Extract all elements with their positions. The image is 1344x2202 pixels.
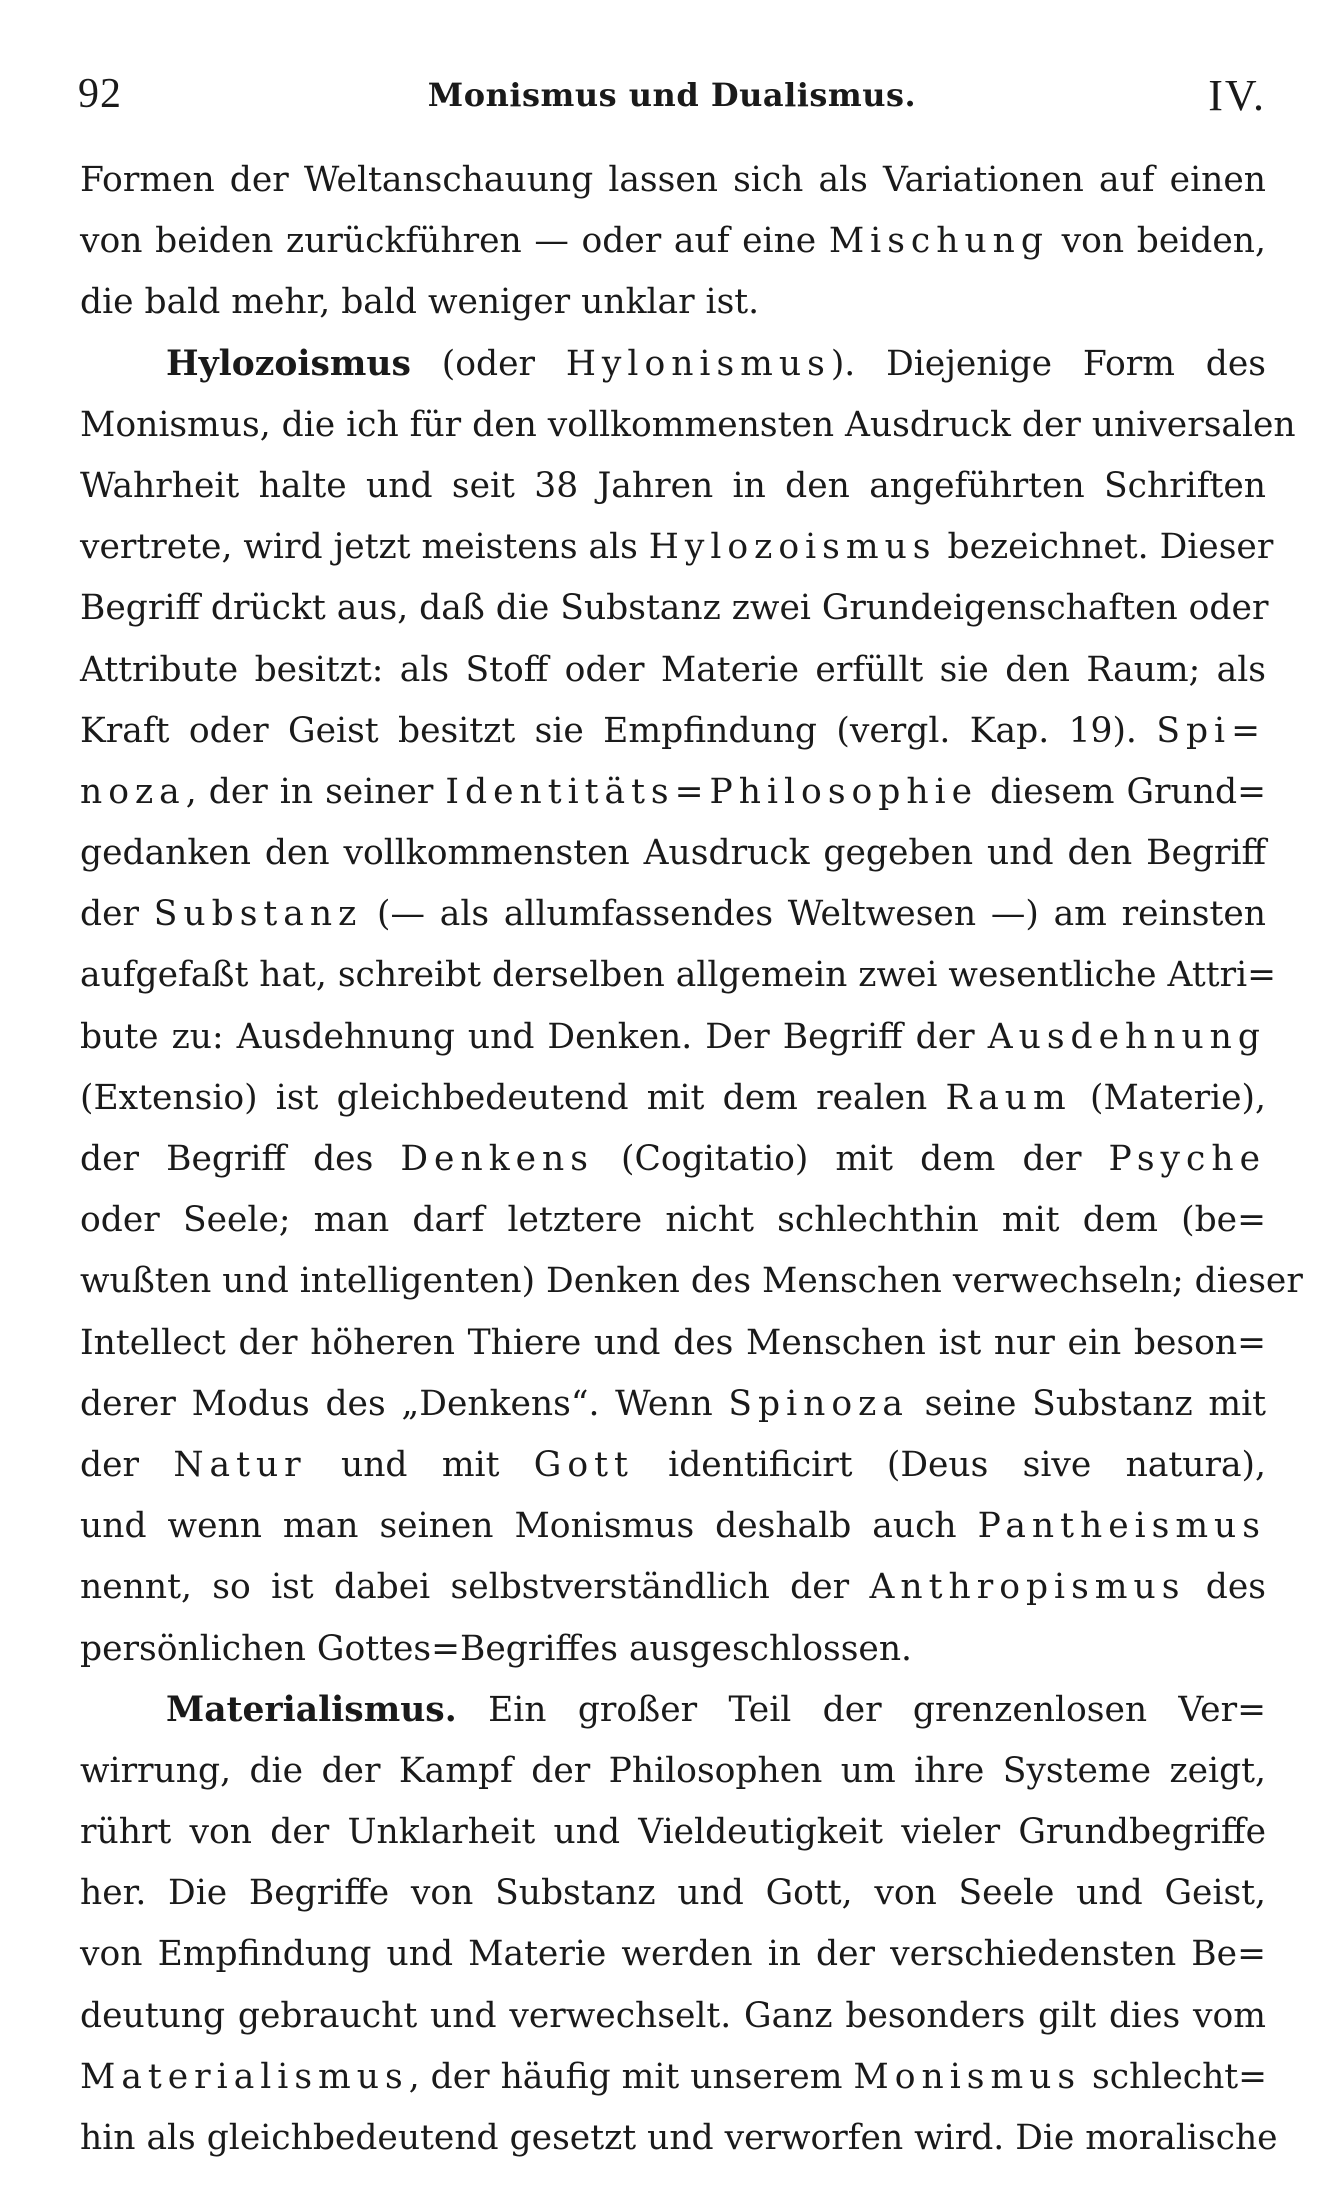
text-run: und wenn man seinen Monismus deshalb auch — [80, 1506, 978, 1547]
text-line — [80, 2047, 1266, 2108]
spaced-term: Spinoza — [728, 1383, 909, 1424]
text-line — [80, 1435, 1266, 1496]
text-run: derer Modus des „Denkens“. Wenn — [80, 1383, 729, 1424]
spaced-term: Materialismus — [80, 2056, 409, 2097]
running-head: Monismus und Dualismus. — [427, 76, 917, 114]
text-line — [80, 150, 1266, 211]
spaced-term: Psyche — [1108, 1139, 1266, 1179]
text-line — [80, 578, 1269, 639]
text-run: von Empfindung und Materie werden in der verschiedensten Be= — [80, 1934, 1266, 1975]
text-line — [80, 456, 1266, 517]
bold-term: Materialismus. — [166, 1689, 457, 1730]
text-run: Attribute besitzt: als Stoff oder Materie erfüllt sie den Raum; als — [80, 649, 1266, 690]
spaced-term: Natur — [173, 1444, 307, 1485]
spaced-term: Spi= — [1156, 710, 1266, 751]
spaced-term: Identitäts=Philosophie — [445, 771, 979, 812]
text-line — [80, 395, 1296, 456]
text-line — [80, 517, 1274, 578]
text-run: gedanken den vollkommensten Ausdruck gegeben und den Begriff — [80, 833, 1266, 874]
text-line — [80, 272, 1266, 333]
text-run: rührt von der Unklarheit und Vieldeutigkeit vieler Grundbegriffe — [80, 1812, 1266, 1853]
spaced-term: Anthropismus — [869, 1567, 1186, 1608]
text-run: (— als allumfassendes Weltwesen —) am reinsten — [362, 894, 1266, 935]
page-header — [78, 70, 1266, 130]
text-line — [80, 640, 1266, 701]
text-line — [80, 823, 1266, 884]
page-number: 92 — [78, 71, 122, 117]
spaced-term: Raum — [945, 1077, 1072, 1118]
text-line — [80, 1496, 1266, 1557]
text-run: bezeichnet. Dieser — [936, 527, 1274, 568]
text-line — [80, 211, 1266, 272]
spaced-term: Denkens — [400, 1139, 594, 1179]
text-run: Wahrheit halte und seit 38 Jahren in den angeführten Schriften — [80, 465, 1266, 506]
text-run: hin als gleichbedeutend gesetzt und verworfen wird. Die moralische — [80, 2118, 1278, 2158]
text-run: wußten und intelligenten) Denken des Menschen verwechseln; dieser — [80, 1261, 1303, 1302]
text-run: (Cogitatio) mit dem der — [593, 1139, 1109, 1179]
text-run: Kraft oder Geist besitzt sie Empfindung (vergl. Kap. 19). — [80, 710, 1157, 751]
text-line — [80, 1741, 1266, 1802]
spaced-term: Ausdehnung — [987, 1016, 1266, 1057]
text-run: bute zu: Ausdehnung und Denken. Der Begriff der — [80, 1016, 988, 1057]
text-run: , der häufig mit unserem — [408, 2056, 854, 2097]
text-run: der Begriff des — [80, 1139, 401, 1179]
text-line — [80, 1190, 1266, 1251]
text-run: wirrung, die der Kampf der Philosophen um ihre Systeme zeigt, — [80, 1750, 1266, 1791]
text-line — [80, 762, 1266, 823]
text-run: (Materie), — [1071, 1077, 1266, 1118]
text-run: deutung gebraucht und verwechselt. Ganz besonders gilt dies vom — [80, 1995, 1266, 2036]
chapter-number: IV. — [1208, 71, 1266, 120]
text-run: Ein großer Teil der grenzenlosen Ver= — [456, 1689, 1266, 1730]
text-run: des — [1185, 1567, 1266, 1608]
text-line — [80, 1068, 1266, 1129]
text-run: Begriff drückt aus, daß die Substanz zwei Grundeigenschaften oder — [80, 588, 1269, 629]
text-line — [80, 334, 1266, 395]
paragraph — [80, 1680, 1278, 2170]
text-line — [80, 1802, 1266, 1863]
text-line — [80, 1251, 1303, 1312]
text-line — [80, 1007, 1266, 1068]
text-run: her. Die Begriffe von Substanz und Gott, von Seele und Geist, — [80, 1873, 1266, 1914]
text-line — [80, 1619, 1266, 1680]
text-run: Monismus, die ich für den vollkommensten Ausdruck der universalen — [80, 404, 1296, 445]
text-line — [80, 1680, 1266, 1741]
spaced-term: Substanz — [153, 894, 363, 935]
text-run: identificirt (Deus sive natura), — [633, 1444, 1266, 1485]
text-line — [80, 1129, 1266, 1190]
text-run: seine Substanz mit — [908, 1383, 1267, 1424]
spaced-term: Hylonismus — [565, 343, 831, 384]
paragraph — [80, 150, 1266, 334]
text-run: persönlichen Gottes=Begriffes ausgeschlossen. — [80, 1628, 913, 1669]
text-line — [80, 701, 1266, 762]
spaced-term: noza — [80, 771, 186, 812]
text-run: der — [80, 1444, 174, 1485]
text-run: aufgefaßt hat, schreibt derselben allgemein zwei wesentliche Attri= — [80, 955, 1277, 996]
text-run: (oder — [410, 343, 566, 384]
text-run: ). Diejenige Form des — [830, 343, 1266, 384]
text-line — [80, 1986, 1266, 2047]
bold-term: Hylozoismus — [166, 343, 411, 384]
spaced-term: Gott — [533, 1444, 634, 1485]
text-run: , der in seiner — [185, 771, 446, 812]
text-line — [80, 2108, 1278, 2169]
text-line — [80, 884, 1266, 945]
body-text — [80, 150, 1303, 2169]
text-line — [80, 1924, 1266, 1985]
text-run: oder Seele; man darf letztere nicht schlechthin mit dem (be= — [80, 1200, 1266, 1241]
text-run: vertrete, wird jetzt meistens als — [80, 527, 649, 568]
text-line — [80, 1863, 1266, 1924]
text-run: von beiden, — [1049, 221, 1266, 262]
text-run: Formen der Weltanschauung lassen sich als Variationen auf einen — [80, 160, 1266, 200]
text-run: Intellect der höheren Thiere und des Menschen ist nur ein beson= — [80, 1322, 1266, 1363]
spaced-term: Pantheismus — [977, 1506, 1266, 1547]
text-run: der — [80, 894, 154, 935]
text-line — [80, 945, 1277, 1006]
text-run: von beiden zurückführen — oder auf eine — [80, 221, 829, 262]
spaced-term: Hylozoismus — [648, 527, 937, 568]
paragraph — [80, 334, 1303, 1680]
text-run: und mit — [306, 1444, 534, 1485]
text-line — [80, 1313, 1266, 1374]
text-line — [80, 1557, 1266, 1618]
text-run: die bald mehr, bald weniger unklar ist. — [80, 282, 760, 323]
spaced-term: Mischung — [828, 221, 1049, 262]
text-run: (Extensio) ist gleichbedeutend mit dem realen — [80, 1077, 946, 1118]
text-run: diesem Grund= — [978, 771, 1266, 812]
text-run: nennt, so ist dabei selbstverständlich der — [80, 1567, 870, 1608]
text-line — [80, 1374, 1266, 1435]
text-run: schlecht= — [1081, 2056, 1268, 2097]
spaced-term: Monismus — [853, 2056, 1082, 2097]
